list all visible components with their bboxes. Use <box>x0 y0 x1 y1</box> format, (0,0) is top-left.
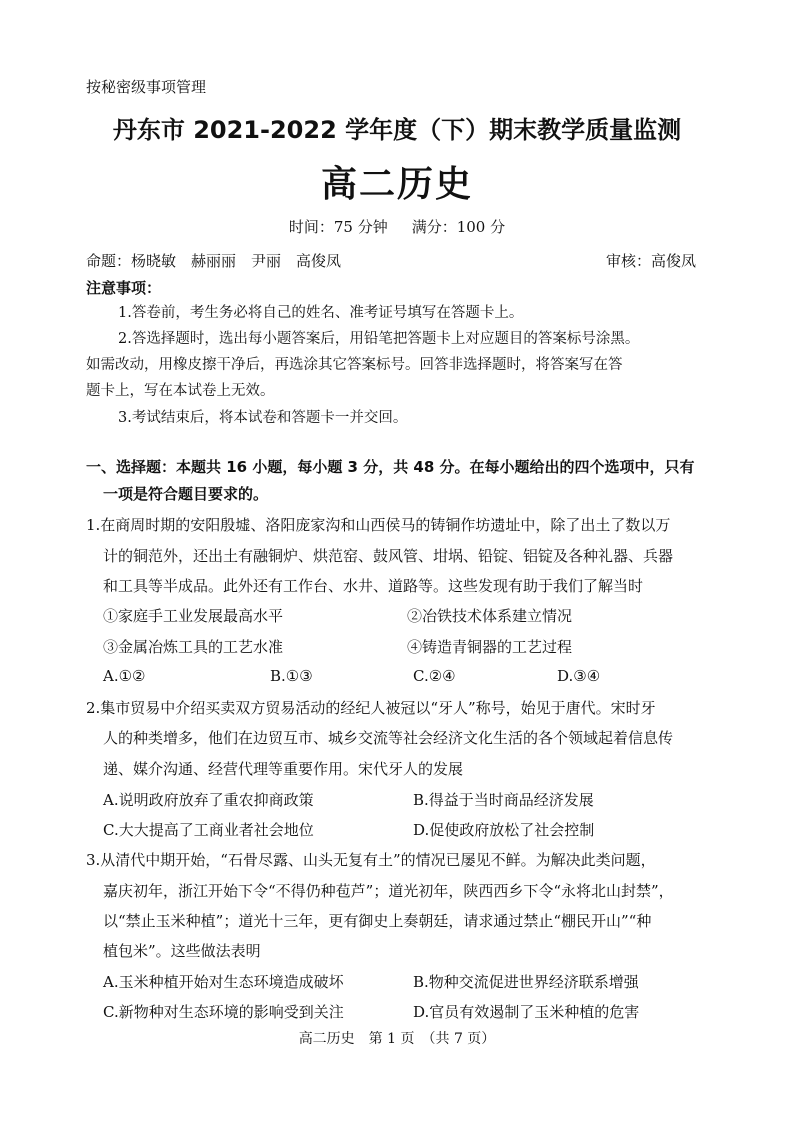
section-title: 一、选择题：本题共 16 小题，每小题 3 分，共 48 分。在每小题给出的四个选项中，只有 <box>86 458 695 476</box>
exam-time: 时间：75 分钟 <box>288 218 388 236</box>
exam-title: 丹东市 2021-2022 学年度（下）期末教学质量监测 <box>112 116 682 144</box>
question-2-option-a: A.说明政府放弃了重农抑商政策 <box>103 791 314 809</box>
authors: 命题：杨晓敏 赫丽丽 尹丽 高俊凤 <box>86 252 342 270</box>
question-3-option-c: C.新物种对生态环境的影响受到关注 <box>103 1003 344 1021</box>
question-1-option-b: B.①③ <box>270 667 313 685</box>
question-1-stem-cont: 计的铜范外，还出土有融铜炉、烘范窑、鼓风管、坩埚、铅锭、铝锭及各种礼器、兵器 <box>103 547 674 565</box>
question-2-option-d: D.促使政府放松了社会控制 <box>413 821 595 839</box>
question-3-stem-cont2: 以“禁止玉米种植”；道光十三年，更有御史上奏朝廷，请求通过禁止“棚民开山”“种 <box>103 912 652 930</box>
notice-item-2-cont2: 题卡上，写在本试卷上无效。 <box>86 383 275 399</box>
section-title-cont: 一项是符合题目要求的。 <box>103 485 269 503</box>
question-2-stem-cont: 人的种类增多，他们在边贸互市、城乡交流等社会经济文化生活的各个领域起着信息传 <box>103 729 674 747</box>
question-1-item-1: ①家庭手工业发展最高水平 <box>103 607 284 625</box>
question-1-stem: 1.在商周时期的安阳殷墟、洛阳庞家沟和山西侯马的铸铜作坊遗址中，除了出土了数以万 <box>86 516 671 534</box>
notice-item-1: 1.答卷前，考生务必将自己的姓名、准考证号填写在答题卡上。 <box>118 305 524 321</box>
question-1-item-2: ②冶铁技术体系建立情况 <box>407 607 573 625</box>
question-2-stem: 2.集市贸易中介绍买卖双方贸易活动的经纪人被冠以“牙人”称号，始见于唐代。宋时牙 <box>86 699 656 717</box>
question-1-option-a: A.①② <box>103 667 146 685</box>
question-3-option-a: A.玉米种植开始对生态环境造成破坏 <box>103 973 344 991</box>
notice-item-2-cont: 如需改动，用橡皮擦干净后，再选涂其它答案标号。回答非选择题时，将答案写在答 <box>86 357 623 373</box>
question-3-stem-cont3: 植包米”。这些做法表明 <box>103 942 261 960</box>
notice-title: 注意事项： <box>86 279 162 297</box>
question-3-option-b: B.物种交流促进世界经济联系增强 <box>413 973 639 991</box>
confidentiality-label: 按秘密级事项管理 <box>86 78 207 96</box>
subject-title: 高二历史 <box>320 164 473 205</box>
question-3-option-d: D.官员有效遏制了玉米种植的危害 <box>413 1003 640 1021</box>
time-score-line <box>0 216 794 237</box>
question-3-stem: 3.从清代中期开始，“石骨尽露、山头无复有土”的情况已屡见不鲜。为解决此类问题， <box>86 851 656 869</box>
question-1-option-c: C.②④ <box>413 667 456 685</box>
full-score: 满分：100 分 <box>411 218 506 236</box>
question-3-stem-cont: 嘉庆初年，浙江开始下令“不得仍种苞芦”；道光初年，陕西西乡下令“永将北山封禁”， <box>103 882 674 900</box>
question-2-option-c: C.大大提高了工商业者社会地位 <box>103 821 314 839</box>
question-1-item-3: ③金属冶炼工具的工艺水准 <box>103 638 284 656</box>
page-footer: 高二历史 第 1 页 （共 7 页） <box>298 1031 496 1047</box>
notice-item-3: 3.考试结束后，将本试卷和答题卡一并交回。 <box>118 410 408 426</box>
question-1-item-4: ④铸造青铜器的工艺过程 <box>407 638 573 656</box>
notice-item-2: 2.答选择题时，选出每小题答案后，用铅笔把答题卡上对应题目的答案标号涂黑。 <box>118 331 640 347</box>
reviewer: 审核：高俊凤 <box>606 252 697 270</box>
question-2-stem-cont2: 递、媒介沟通、经营代理等重要作用。宋代牙人的发展 <box>103 760 464 778</box>
question-1-option-d: D.③④ <box>557 667 601 685</box>
question-2-option-b: B.得益于当时商品经济发展 <box>413 791 594 809</box>
question-1-stem-cont2: 和工具等半成品。此外还有工作台、水井、道路等。这些发现有助于我们了解当时 <box>103 577 644 595</box>
